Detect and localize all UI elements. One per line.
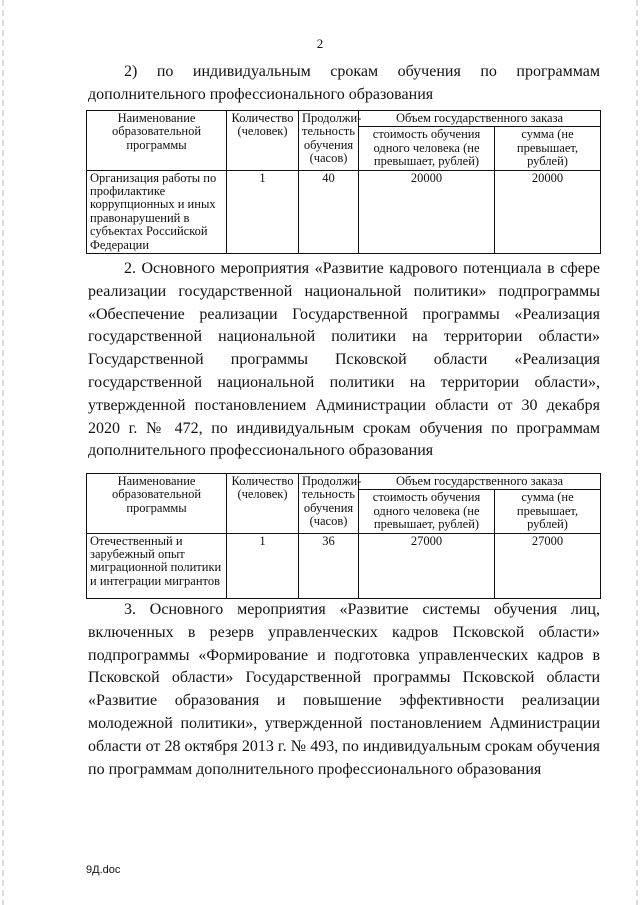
header-state-order-volume: Объем государственного заказа (359, 474, 601, 490)
paragraph-individual-terms: 2) по индивидуальным срокам обучения по программам дополнительного профессионального образования (88, 63, 600, 103)
cell-program-name: Отечественный и зарубежный опыт миграционной политики и интеграции мигрантов (87, 533, 227, 598)
paragraph-main-event-3: 3. Основного мероприятия «Развитие системы обучения лиц, включенных в резерв управленческих кадров Псковской области» подпрограммы «Формирование и подготовка управленческих кадров в Псковской области» Государственной программы Псковской области «Развитие образования и повышение эффективности реализации молодежной политики», утвержденной постановлением Администрации области от 28 октября 2013 г. № 493, по индивидуальным срокам обучения по программам дополнительного профессионального образования (88, 601, 600, 778)
header-duration: Продолжи-тельность обучения (часов) (299, 474, 359, 534)
paragraph-main-event-2: 2. Основного мероприятия «Развитие кадрового потенциала в сфере реализации государственной национальной политики» подпрограммы «Обеспечение реализации Государственной программы «Реализация государственной национальной политики на территории области» Государственной программы Псковской области «Реализация государственной национальной политики на территории области», утвержденной постановлением Администрации области от 30 декабря 2020 г. № 472, по индивидуальным срокам обучения по программам дополнительного профессионального образования (88, 260, 600, 460)
right-scan-edge (636, 0, 638, 905)
order-table-1 (86, 110, 601, 254)
cell-sum: 27000 (495, 533, 601, 598)
header-cost-per-person: стоимость обучения одного человека (не превышает, рублей) (359, 127, 495, 170)
cell-count: 1 (227, 170, 299, 253)
table-row (87, 170, 601, 253)
cell-count: 1 (227, 533, 299, 598)
left-scan-edge (2, 0, 4, 905)
header-sum: сумма (не превышает, рублей) (495, 127, 601, 170)
order-table-2 (86, 473, 601, 599)
header-state-order-volume: Объем государственного заказа (359, 111, 601, 127)
header-count: Количество (человек) (227, 111, 299, 171)
header-count: Количество (человек) (227, 474, 299, 534)
cell-program-name: Организация работы по профилактике коррупционных и иных правонарушений в субъектах Российской Федерации (87, 170, 227, 253)
header-sum: сумма (не превышает, рублей) (495, 490, 601, 533)
cell-sum: 20000 (495, 170, 601, 253)
header-cost-per-person: стоимость обучения одного человека (не превышает, рублей) (359, 490, 495, 533)
footer-filename: 9Д.doc (86, 864, 121, 876)
header-program-name: Наименование образовательной программы (87, 474, 227, 534)
cell-duration: 36 (299, 533, 359, 598)
cell-cost: 27000 (359, 533, 495, 598)
table-row (87, 533, 601, 598)
cell-cost: 20000 (359, 170, 495, 253)
cell-duration: 40 (299, 170, 359, 253)
page-number: 2 (316, 36, 324, 51)
header-program-name: Наименование образовательной программы (87, 111, 227, 171)
header-duration: Продолжи-тельность обучения (часов) (299, 111, 359, 171)
